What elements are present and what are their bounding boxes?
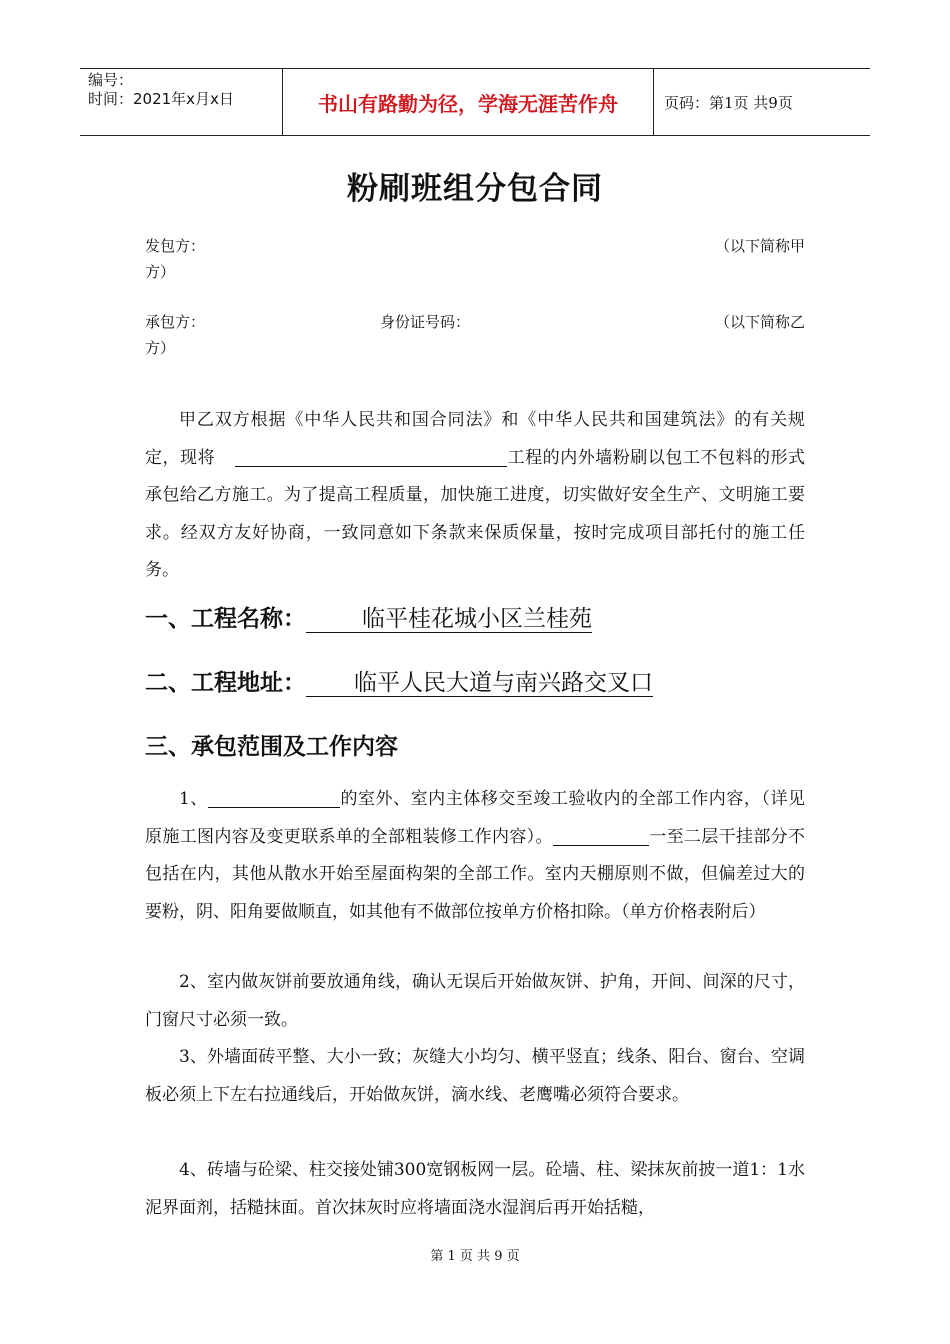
employer-party (145, 233, 805, 285)
header-page-info: 页码：第1页 共9页 (664, 93, 793, 112)
clause-1-blank-1 (208, 785, 340, 808)
number-label: 编号： (88, 71, 134, 89)
contractor-party (145, 309, 805, 361)
project-name-value: 临平桂花城小区兰桂苑 (306, 606, 592, 633)
page-title: 粉刷班组分包合同 (347, 171, 603, 207)
clause-1-text-1: 的室外、室内主体移交至竣工验收内的全部工作内容，（详见原施工图内容及变更联系单的全部粗装修工作内容）。 (145, 789, 805, 847)
section-scope (145, 731, 398, 763)
clause-1-blank-2 (553, 823, 649, 846)
project-name-blank (235, 444, 507, 467)
clause-3: 3、外墙面砖平整、大小一致；灰缝大小均匀、横平竖直；线条、阳台、窗台、空调板必须上下左右拉通线后，开始做灰饼，滴水线、老鹰嘴必须符合要求。 (145, 1047, 805, 1105)
clause-1 (145, 781, 805, 931)
clause-2: 2、室内做灰饼前要放通角线，确认无误后开始做灰饼、护角，开间、间深的尺寸，门窗尺寸必须一致。 (145, 972, 805, 1030)
employer-note-end: 方） (145, 263, 176, 281)
intro-text-1: 甲乙双方根据《中华人民共和国合同法》和《中华人民共和国建筑法》的有关规定，现将 (145, 410, 805, 468)
intro-text-2: 工程的内外墙粉刷以包工不包料的形式承包给乙方施工。为了提高工程质量，加快施工进度，切实做好安全生产、文明施工要求。经双方友好协商，一致同意如下条款来保质保量，按时完成项目部托付的施工任务。 (145, 447, 806, 580)
contractor-note-end: 方） (145, 339, 176, 357)
employer-label: 发包方： (145, 237, 206, 255)
project-address-value: 临平人民大道与南兴路交叉口 (306, 670, 653, 697)
clause-1-num: 1、 (179, 789, 208, 809)
section-project-address (145, 667, 653, 699)
intro-paragraph (145, 402, 805, 590)
section-2-label: 二、工程地址： (145, 670, 306, 696)
header-meta (80, 69, 282, 135)
employer-note: （以下简称甲 (714, 237, 805, 255)
contractor-label: 承包方： (145, 313, 206, 331)
header-motto: 书山有路勤为径，学海无涯苦作舟 (282, 69, 654, 135)
section-3-label: 三、承包范围及工作内容 (145, 734, 398, 760)
document-header (80, 68, 870, 136)
clause-4: 4、砖墙与砼梁、柱交接处铺300宽钢板网一层。砼墙、柱、梁抹灰前披一道1：1水泥界面剂，括糙抹面。首次抹灰时应将墙面浇水湿润后再开始括糙， (145, 1160, 805, 1218)
section-project-name (145, 603, 592, 635)
time-label: 时间：2021年x月x日 (88, 90, 234, 108)
id-number-label: 身份证号码： (380, 313, 471, 331)
clause-1-text-2: 一至二层干挂部分不包括在内，其他从散水开始至屋面构架的全部工作。室内天棚原则不做，但偏差过大的要粉，阴、阳角要做顺直，如其他有不做部位按单方价格扣除。（单方价格表附后） (145, 826, 806, 922)
contractor-note: （以下简称乙 (714, 313, 805, 331)
section-1-label: 一、工程名称： (145, 606, 306, 632)
page-footer: 第 1 页 共 9 页 (430, 1249, 520, 1264)
